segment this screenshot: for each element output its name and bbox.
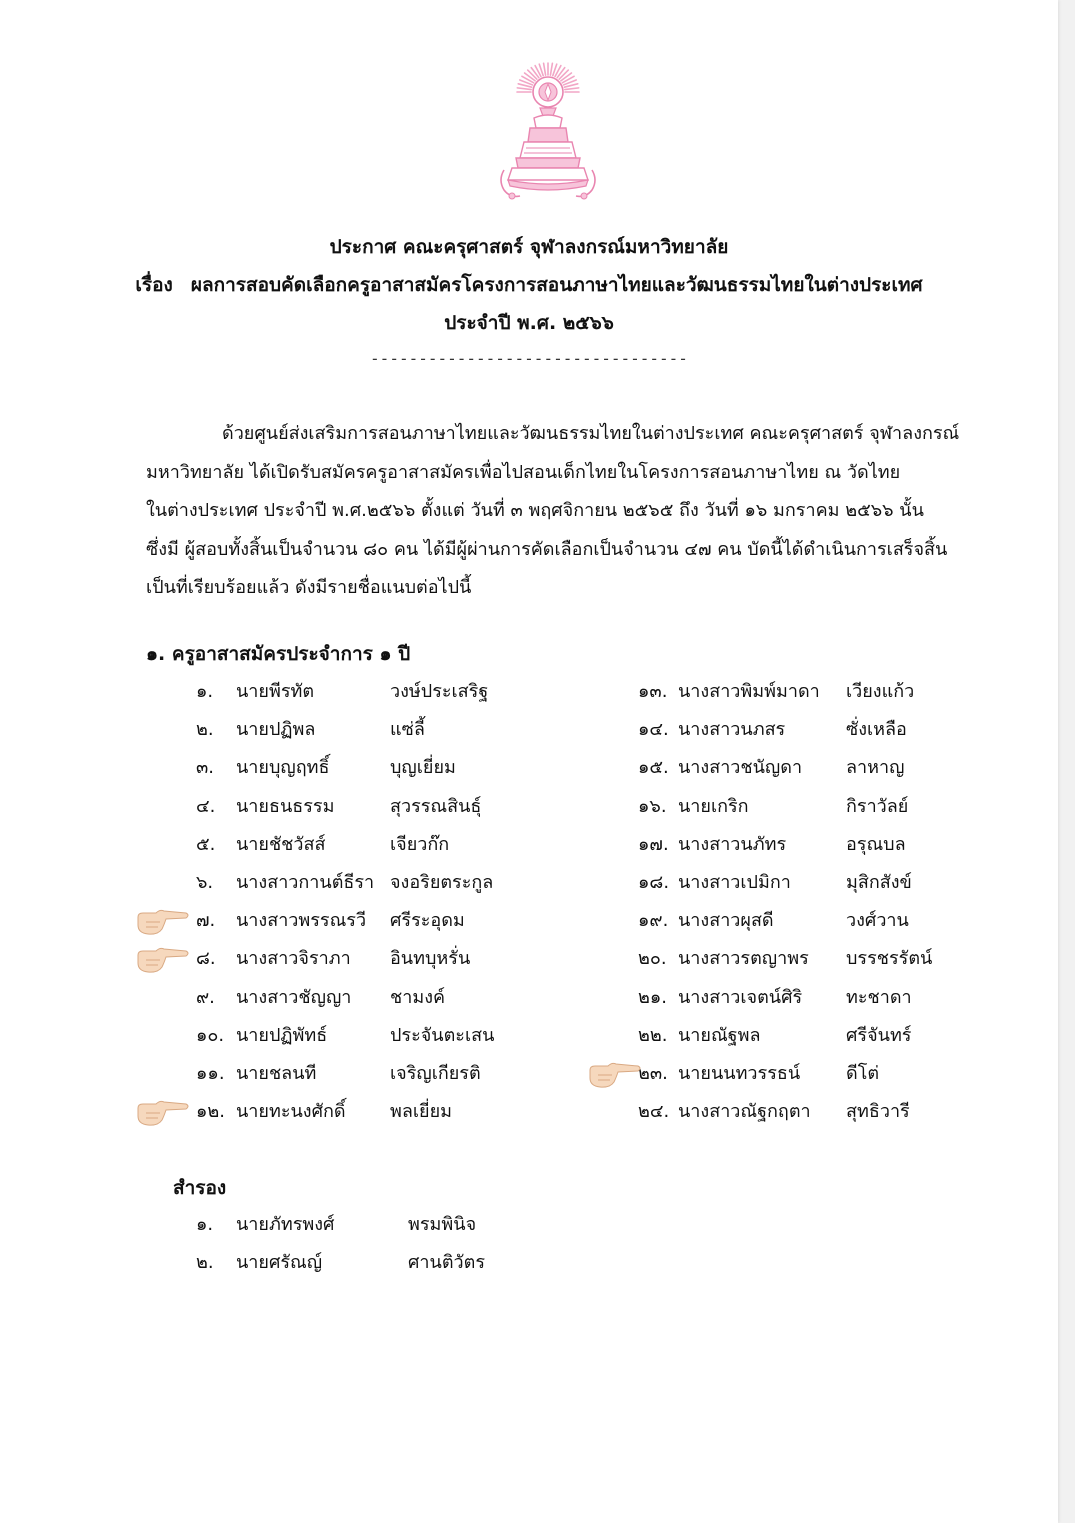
name-row bbox=[638, 755, 968, 781]
first-name: นางสาวนภัทร bbox=[678, 833, 787, 855]
header-divider: --------------------------------- bbox=[370, 349, 688, 368]
last-name: เจริญเกียรติ bbox=[390, 1063, 481, 1084]
last-name: ทะชาดา bbox=[846, 986, 912, 1008]
name-row bbox=[638, 1061, 968, 1087]
last-name: ศานติวัตร bbox=[408, 1252, 485, 1274]
row-number: ๑๑. bbox=[196, 1063, 225, 1084]
body-line: มหาวิทยาลัย ได้เปิดรับสมัครครูอาสาสมัครเพื่อไปสอนเด็กไทยในโครงการสอนภาษาไทย ณ วัดไทย bbox=[146, 461, 901, 483]
name-row bbox=[196, 832, 556, 858]
first-name: นางสาวจิราภา bbox=[236, 948, 351, 970]
row-number: ๒๐. bbox=[638, 948, 667, 970]
seal-ray bbox=[550, 63, 552, 75]
seal-ray bbox=[544, 63, 546, 75]
announcement-title: ประกาศ คณะครุศาสตร์ จุฬาลงกรณ์มหาวิทยาลัย bbox=[329, 236, 729, 258]
row-number: ๒๔. bbox=[638, 1101, 670, 1123]
last-name: ดีโต่ bbox=[846, 1063, 880, 1084]
body-line: เป็นที่เรียบร้อยแล้ว ดังมีรายชื่อแนบต่อไปนี้ bbox=[146, 577, 472, 598]
name-row bbox=[196, 679, 556, 705]
name-row bbox=[196, 985, 556, 1011]
last-name: แซ่ลี้ bbox=[390, 719, 425, 741]
name-row bbox=[638, 908, 968, 934]
reserve-title: สำรอง bbox=[173, 1177, 227, 1199]
first-name: นายนนทวรรธน์ bbox=[678, 1063, 801, 1084]
row-number: ๗. bbox=[196, 910, 216, 932]
body-paragraph bbox=[146, 415, 968, 608]
first-name: นายศรัณญ์ bbox=[236, 1252, 323, 1274]
last-name: วงษ์ประเสริฐ bbox=[390, 681, 489, 702]
name-row bbox=[638, 1099, 968, 1125]
row-number: ๑. bbox=[196, 1214, 214, 1235]
first-name: นายทะนงศักดิ์ bbox=[236, 1101, 346, 1123]
name-row bbox=[196, 1212, 556, 1238]
first-name: นางสาวณัฐกฤตา bbox=[678, 1101, 811, 1123]
announcement-subject bbox=[0, 273, 1058, 297]
section-title: ๑. ครูอาสาสมัครประจำการ ๑ ปี bbox=[146, 643, 411, 665]
last-name: จงอริยตระกูล bbox=[390, 872, 494, 893]
last-name: วงศ์วาน bbox=[846, 910, 909, 932]
name-row bbox=[196, 870, 556, 896]
first-name: นางสาวพิมพ์มาดา bbox=[678, 681, 820, 702]
last-name: ซั่งเหลือ bbox=[846, 719, 907, 741]
row-number: ๒๓. bbox=[638, 1063, 668, 1084]
last-name: พรมพินิจ bbox=[408, 1214, 477, 1235]
last-name: สุวรรณสินธุ์ bbox=[390, 795, 482, 817]
first-name: นางสาวพรรณรวี bbox=[236, 910, 367, 932]
first-name: นางสาวชัญญา bbox=[236, 986, 352, 1008]
row-number: ๘. bbox=[196, 948, 216, 970]
name-row bbox=[638, 1023, 968, 1049]
pointing-hand-icon bbox=[586, 1058, 642, 1090]
first-name: นางสาวชนัญดา bbox=[678, 757, 803, 779]
first-name: นายปฏิพัทธ์ bbox=[236, 1024, 328, 1046]
first-name: นายธนธรรม bbox=[236, 795, 335, 817]
row-number: ๑๒. bbox=[196, 1101, 226, 1123]
name-row bbox=[196, 1061, 556, 1087]
name-row bbox=[196, 1099, 556, 1125]
last-name: บุญเยี่ยม bbox=[390, 757, 456, 779]
row-number: ๑๙. bbox=[638, 910, 669, 932]
row-number: ๔. bbox=[196, 795, 216, 817]
last-name: ประจันตะเสน bbox=[390, 1024, 495, 1046]
last-name: มุสิกสังข์ bbox=[846, 872, 912, 893]
row-number: ๑๐. bbox=[196, 1024, 225, 1046]
row-number: ๑. bbox=[196, 681, 214, 702]
last-name: ชามงค์ bbox=[390, 986, 446, 1008]
first-name: นางสาวรตญาพร bbox=[678, 948, 809, 970]
first-name: นายบุญฤทธิ์ bbox=[236, 757, 330, 779]
announcement-year: ประจำปี พ.ศ. ๒๕๖๖ bbox=[444, 312, 614, 334]
row-number: ๑๖. bbox=[638, 795, 667, 817]
pointing-hand-icon bbox=[134, 1096, 190, 1128]
name-row bbox=[638, 794, 968, 820]
pointing-hand-icon bbox=[134, 943, 190, 975]
first-name: นางสาวนภสร bbox=[678, 719, 786, 741]
row-number: ๑๘. bbox=[638, 872, 670, 893]
row-number: ๒. bbox=[196, 719, 214, 741]
name-row bbox=[638, 946, 968, 972]
name-row bbox=[196, 1023, 556, 1049]
row-number: ๒๒. bbox=[638, 1024, 668, 1046]
body-line: ด้วยศูนย์ส่งเสริมการสอนภาษาไทยและวัฒนธรรมไทยในต่างประเทศ คณะครุศาสตร์ จุฬาลงกรณ์ bbox=[222, 423, 960, 444]
name-row bbox=[196, 794, 556, 820]
name-row bbox=[196, 946, 556, 972]
row-number: ๑๗. bbox=[638, 833, 669, 855]
name-row bbox=[196, 755, 556, 781]
first-name: นายชัชวัสส์ bbox=[236, 833, 326, 855]
last-name: ศรีระอุดม bbox=[390, 910, 465, 932]
seal-ray bbox=[517, 88, 531, 90]
name-row bbox=[638, 717, 968, 743]
last-name: ลาหาญ bbox=[846, 757, 905, 779]
last-name: เจียวก๊ก bbox=[390, 833, 450, 855]
university-seal-icon bbox=[490, 62, 606, 204]
last-name: เวียงแก้ว bbox=[846, 681, 915, 702]
name-row bbox=[638, 832, 968, 858]
first-name: นางสาวเปมิกา bbox=[678, 872, 791, 893]
name-row bbox=[638, 985, 968, 1011]
pointing-hand-icon bbox=[134, 905, 190, 937]
name-row bbox=[196, 1250, 556, 1276]
first-name: นายปฏิพล bbox=[236, 719, 316, 741]
name-row bbox=[638, 679, 968, 705]
last-name: สุทธิวารี bbox=[846, 1101, 910, 1123]
name-row bbox=[638, 870, 968, 896]
first-name: นายชลนที bbox=[236, 1063, 317, 1084]
name-row bbox=[196, 717, 556, 743]
last-name: ศรีจันทร์ bbox=[846, 1024, 912, 1046]
first-name: นางสาวผุสดี bbox=[678, 910, 774, 932]
seal-ray bbox=[565, 88, 579, 90]
row-number: ๑๕. bbox=[638, 757, 669, 779]
body-line: ในต่างประเทศ ประจำปี พ.ศ.๒๕๖๖ ตั้งแต่ วันที่ ๓ พฤศจิกายน ๒๕๖๕ ถึง วันที่ ๑๖ มกราคม ๒๕๖๖ นั้น bbox=[146, 500, 924, 521]
row-number: ๒. bbox=[196, 1252, 214, 1274]
row-number: ๖. bbox=[196, 872, 214, 893]
first-name: นายภัทรพงศ์ bbox=[236, 1214, 335, 1235]
subject-text: ผลการสอบคัดเลือกครูอาสาสมัครโครงการสอนภาษาไทยและวัฒนธรรมไทยในต่างประเทศ bbox=[190, 274, 923, 296]
row-number: ๒๑. bbox=[638, 986, 668, 1008]
name-row bbox=[196, 908, 556, 934]
row-number: ๑๔. bbox=[638, 719, 669, 741]
row-number: ๑๓. bbox=[638, 681, 668, 702]
last-name: พลเยี่ยม bbox=[390, 1101, 453, 1123]
last-name: บรรชรรัตน์ bbox=[846, 948, 933, 970]
last-name: อินทบุหรั่น bbox=[390, 948, 471, 970]
subject-label: เรื่อง bbox=[135, 274, 173, 296]
last-name: กิราวัลย์ bbox=[846, 795, 909, 817]
row-number: ๙. bbox=[196, 986, 215, 1008]
first-name: นายเกริก bbox=[678, 795, 749, 817]
body-line: ซึ่งมี ผู้สอบทั้งสิ้นเป็นจำนวน ๘๐ คน ได้มีผู้ผ่านการคัดเลือกเป็นจำนวน ๔๗ คน บัดนี้ได้ดำเนินการเสร็จสิ้น bbox=[146, 538, 948, 560]
first-name: นายพีรทัต bbox=[236, 681, 315, 702]
row-number: ๓. bbox=[196, 757, 215, 779]
last-name: อรุณบล bbox=[846, 833, 906, 855]
first-name: นายณัฐพล bbox=[678, 1024, 761, 1046]
first-name: นางสาวกานต์ธีรา bbox=[236, 872, 375, 893]
row-number: ๕. bbox=[196, 833, 216, 855]
first-name: นางสาวเจตน์ศิริ bbox=[678, 986, 803, 1008]
